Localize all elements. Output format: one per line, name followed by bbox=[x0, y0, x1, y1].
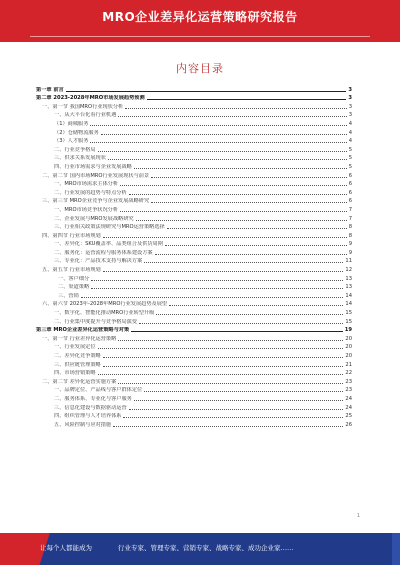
footer-tagline: 行业专家、管理专家、营销专家、战略专家、成功企业家…… bbox=[118, 544, 294, 552]
header-divider bbox=[30, 36, 370, 37]
toc-entry-title: 三、第三节 MRO企业竞争与企业发展战略研究 bbox=[42, 198, 150, 205]
toc-entry[interactable] bbox=[36, 144, 352, 153]
footer-edge bbox=[392, 533, 400, 565]
toc-entry-title: 一、行业发展定位 bbox=[54, 344, 96, 351]
toc-entry[interactable] bbox=[36, 84, 352, 93]
toc-entry-title: 一、MRO市场竞争状况分析 bbox=[54, 206, 119, 213]
toc-entry-title: 一、差异化：SKU覆盖率、品类组合及供货周期 bbox=[54, 241, 163, 248]
toc-leader-dots bbox=[103, 271, 344, 272]
toc-entry-page: 3 bbox=[348, 95, 352, 102]
toc-entry-page: 8 bbox=[348, 232, 352, 239]
toc-heading: 内容目录 bbox=[176, 62, 224, 75]
toc-leader-dots bbox=[144, 391, 343, 392]
toc-leader-dots bbox=[125, 108, 346, 109]
toc-entry-title: 五、第五节 行业市场规划 bbox=[42, 267, 101, 274]
toc-entry-title: 二、服务体系、专业化与客户服务 bbox=[54, 395, 132, 402]
toc-entry[interactable] bbox=[36, 170, 352, 179]
toc-leader-dots bbox=[129, 194, 347, 195]
toc-entry-title: 三、供应链管理策略 bbox=[54, 361, 101, 368]
toc-entry-title: 四、行业市场需求与企业发展战略 bbox=[54, 163, 132, 170]
toc-entry[interactable] bbox=[36, 359, 352, 368]
toc-entry[interactable] bbox=[36, 402, 352, 411]
toc-entry[interactable] bbox=[36, 118, 352, 127]
toc-entry-page: 7 bbox=[348, 206, 352, 213]
toc-entry-title: 二、服务化：运营流程与服务体系建设方案 bbox=[54, 249, 153, 256]
toc-entry-page: 25 bbox=[345, 413, 352, 420]
toc-entry[interactable] bbox=[36, 179, 352, 188]
toc-leader-dots bbox=[156, 314, 343, 315]
toc-entry-page: 3 bbox=[348, 86, 352, 93]
toc-entry[interactable] bbox=[36, 196, 352, 205]
toc-leader-dots bbox=[165, 245, 347, 246]
toc-entry-title: 四、第四节 行业市场规划 bbox=[42, 232, 101, 239]
toc-entry[interactable] bbox=[36, 350, 352, 359]
toc-entry-title: 二、第二节 差异化运营实施方案 bbox=[42, 378, 117, 385]
toc-entry-page: 5 bbox=[348, 155, 352, 162]
toc-entry[interactable] bbox=[36, 136, 352, 145]
toc-entry-page: 21 bbox=[345, 361, 352, 368]
toc-leader-dots bbox=[120, 185, 347, 186]
toc-leader-dots bbox=[169, 305, 343, 306]
toc-leader-dots bbox=[103, 357, 344, 358]
toc-leader-dots bbox=[167, 228, 347, 229]
toc-leader-dots bbox=[139, 323, 343, 324]
toc-entry-page: 3 bbox=[348, 103, 352, 110]
toc-entry[interactable] bbox=[36, 393, 352, 402]
toc-entry[interactable] bbox=[36, 153, 352, 162]
toc-entry-title: 六、第六节 2023年-2028年MRO行业发展趋势及展望 bbox=[42, 301, 168, 308]
toc-leader-dots bbox=[98, 348, 344, 349]
toc-entry[interactable] bbox=[36, 230, 352, 239]
page-number: 1 bbox=[356, 513, 360, 519]
toc-entry-title: 一、第一节 我国MRO行业现状分析 bbox=[42, 103, 124, 110]
toc-entry-page: 20 bbox=[345, 353, 352, 359]
toc-entry-page: 23 bbox=[345, 387, 352, 394]
toc-entry-page: 26 bbox=[345, 421, 352, 428]
toc-entry-title: 第一章 前言 bbox=[36, 86, 64, 93]
toc-entry-page: 6 bbox=[348, 172, 352, 179]
toc-entry[interactable] bbox=[36, 290, 352, 299]
toc-entry-page: 13 bbox=[345, 284, 352, 291]
footer-banner bbox=[0, 533, 400, 565]
toc-entry-page: 4 bbox=[348, 138, 352, 145]
toc-entry[interactable] bbox=[36, 411, 352, 420]
toc-leader-dots bbox=[118, 340, 343, 341]
toc-entry[interactable] bbox=[36, 325, 352, 334]
toc-entry[interactable] bbox=[36, 222, 352, 231]
toc-entry-title: 二、第二节 国内市场MRO行业发展现状与前景 bbox=[42, 172, 150, 179]
toc-leader-dots bbox=[131, 331, 343, 332]
toc-entry-page: 20 bbox=[345, 335, 352, 342]
toc-entry[interactable] bbox=[36, 93, 352, 102]
toc-entry-page: 9 bbox=[348, 249, 352, 256]
toc-entry-title: 二、渠道策略 bbox=[58, 284, 90, 291]
toc-leader-dots bbox=[91, 280, 343, 281]
toc-entry-page: 24 bbox=[345, 404, 352, 411]
toc-entry-title: 三、专业化：产品技术支持与解决方案 bbox=[54, 258, 143, 265]
toc-leader-dots bbox=[118, 116, 346, 117]
toc-entry-page: 15 bbox=[345, 318, 352, 325]
toc-leader-dots bbox=[81, 297, 344, 298]
toc-entry[interactable] bbox=[36, 368, 352, 377]
toc-leader-dots bbox=[101, 134, 347, 135]
toc-leader-dots bbox=[108, 159, 347, 160]
toc-leader-dots bbox=[118, 383, 343, 384]
toc-entry-page: 7 bbox=[348, 215, 352, 222]
toc-entry-page: 8 bbox=[348, 224, 352, 231]
toc-entry-title: 三、信息化建设与数据驱动运营 bbox=[54, 404, 127, 411]
toc-entry-page: 14 bbox=[345, 292, 352, 299]
toc-leader-dots bbox=[123, 417, 343, 418]
toc-entry-title: 三、行业相关政策法规研究与MRO运营策略选择 bbox=[54, 224, 165, 231]
toc-entry-page: 4 bbox=[348, 129, 352, 136]
toc-entry-page: 6 bbox=[348, 198, 352, 205]
toc-entry-title: 第三章 MRO企业差异化运营策略与对策 bbox=[36, 327, 130, 334]
toc-leader-dots bbox=[91, 288, 343, 289]
toc-entry-title: 一、客户细分 bbox=[58, 275, 90, 282]
toc-entry-page: 11 bbox=[345, 258, 352, 265]
toc-entry[interactable] bbox=[36, 316, 352, 325]
toc-entry-page: 24 bbox=[345, 395, 352, 402]
toc-entry-page: 6 bbox=[348, 181, 352, 188]
toc-entry-title: （1）商城服务 bbox=[54, 120, 89, 127]
toc-entry[interactable] bbox=[36, 256, 352, 265]
toc-entry-title: 四、市场营销策略 bbox=[54, 370, 96, 377]
toc-leader-dots bbox=[151, 177, 347, 178]
toc-entry-title: 二、差异化竞争策略 bbox=[54, 353, 101, 359]
toc-entry-title: 三、供求关系发展现状 bbox=[54, 155, 106, 162]
toc-leader-dots bbox=[90, 125, 346, 126]
header-banner bbox=[0, 0, 400, 42]
toc-leader-dots bbox=[113, 426, 343, 427]
toc-entry-page: 15 bbox=[345, 310, 352, 317]
toc-entry-page: 6 bbox=[348, 189, 352, 196]
toc-entry[interactable] bbox=[36, 247, 352, 256]
toc-leader-dots bbox=[103, 237, 347, 238]
toc-leader-dots bbox=[129, 409, 344, 410]
toc-entry[interactable] bbox=[36, 264, 352, 273]
toc-leader-dots bbox=[144, 262, 343, 263]
toc-leader-dots bbox=[147, 99, 347, 100]
toc-entry[interactable] bbox=[36, 299, 352, 308]
toc-entry[interactable] bbox=[36, 307, 352, 316]
toc-entry-title: 第二章 2023-2028年MRO市场发展趋势预测 bbox=[36, 95, 145, 102]
toc-entry-title: 一、第一节 行业差异化运营策略 bbox=[42, 335, 117, 342]
toc-entry[interactable] bbox=[36, 204, 352, 213]
toc-leader-dots bbox=[136, 220, 347, 221]
footer-slogan: 让每个人都能成为 bbox=[40, 544, 92, 552]
toc-entry-title: 二、行业发展的趋势与特点分析 bbox=[54, 189, 127, 196]
toc-entry-page: 20 bbox=[345, 344, 352, 351]
toc-entry-page: 5 bbox=[348, 163, 352, 170]
toc-entry-title: 一、MRO市场需求主体分析 bbox=[54, 181, 119, 188]
toc-entry[interactable] bbox=[36, 161, 352, 170]
toc-leader-dots bbox=[98, 374, 344, 375]
toc-entry[interactable] bbox=[36, 385, 352, 394]
toc-entry-title: 一、从大平台化看行业机遇 bbox=[54, 112, 117, 119]
toc-entry[interactable] bbox=[36, 273, 352, 282]
toc-entry-title: 一、品牌定位、产品线与客户群体定位 bbox=[54, 387, 143, 394]
toc-entry-title: 三、营销 bbox=[58, 292, 79, 299]
toc-entry-page: 9 bbox=[348, 241, 352, 248]
toc-leader-dots bbox=[134, 168, 347, 169]
document-title: MRO企业差异化运营策略研究报告 bbox=[102, 10, 298, 24]
toc-entry-title: 二、行业竞争格局 bbox=[54, 146, 96, 153]
toc-entry-page: 5 bbox=[348, 146, 352, 153]
toc-entry[interactable] bbox=[36, 127, 352, 136]
toc-leader-dots bbox=[90, 142, 346, 143]
toc-entry[interactable] bbox=[36, 101, 352, 110]
toc-entry[interactable] bbox=[36, 333, 352, 342]
toc-entry-title: 二、企业发展与MRO发展战略研究 bbox=[54, 215, 134, 222]
toc-entry[interactable] bbox=[36, 239, 352, 248]
toc-entry[interactable] bbox=[36, 419, 352, 428]
table-of-contents bbox=[36, 84, 352, 428]
toc-entry[interactable] bbox=[36, 110, 352, 119]
toc-leader-dots bbox=[66, 91, 347, 92]
toc-entry-page: 13 bbox=[345, 275, 352, 282]
toc-entry-page: 4 bbox=[348, 120, 352, 127]
toc-leader-dots bbox=[151, 202, 347, 203]
toc-entry-page: 23 bbox=[345, 378, 352, 385]
toc-entry-title: （3）人才服务 bbox=[54, 138, 89, 145]
toc-entry-title: 五、风险控制与应对措施 bbox=[54, 421, 112, 428]
toc-entry-page: 3 bbox=[348, 112, 352, 119]
toc-entry-title: 二、行业集中度提升与竞争格局演变 bbox=[54, 318, 138, 325]
toc-leader-dots bbox=[155, 254, 347, 255]
toc-entry[interactable] bbox=[36, 282, 352, 291]
toc-entry[interactable] bbox=[36, 376, 352, 385]
toc-leader-dots bbox=[98, 151, 347, 152]
toc-leader-dots bbox=[120, 211, 347, 212]
toc-leader-dots bbox=[134, 400, 344, 401]
toc-entry[interactable] bbox=[36, 213, 352, 222]
toc-entry[interactable] bbox=[36, 187, 352, 196]
toc-entry[interactable] bbox=[36, 342, 352, 351]
toc-entry-title: 四、组织管理与人才培养体系 bbox=[54, 413, 122, 420]
toc-entry-page: 22 bbox=[345, 370, 352, 377]
toc-leader-dots bbox=[103, 366, 344, 367]
toc-entry-page: 12 bbox=[345, 267, 352, 274]
toc-entry-title: 一、数字化、智能化推动MRO行业转型升级 bbox=[54, 310, 155, 317]
toc-entry-title: （2）仓储物流服务 bbox=[54, 129, 99, 136]
toc-entry-page: 14 bbox=[345, 301, 352, 308]
toc-entry-page: 19 bbox=[344, 327, 352, 334]
